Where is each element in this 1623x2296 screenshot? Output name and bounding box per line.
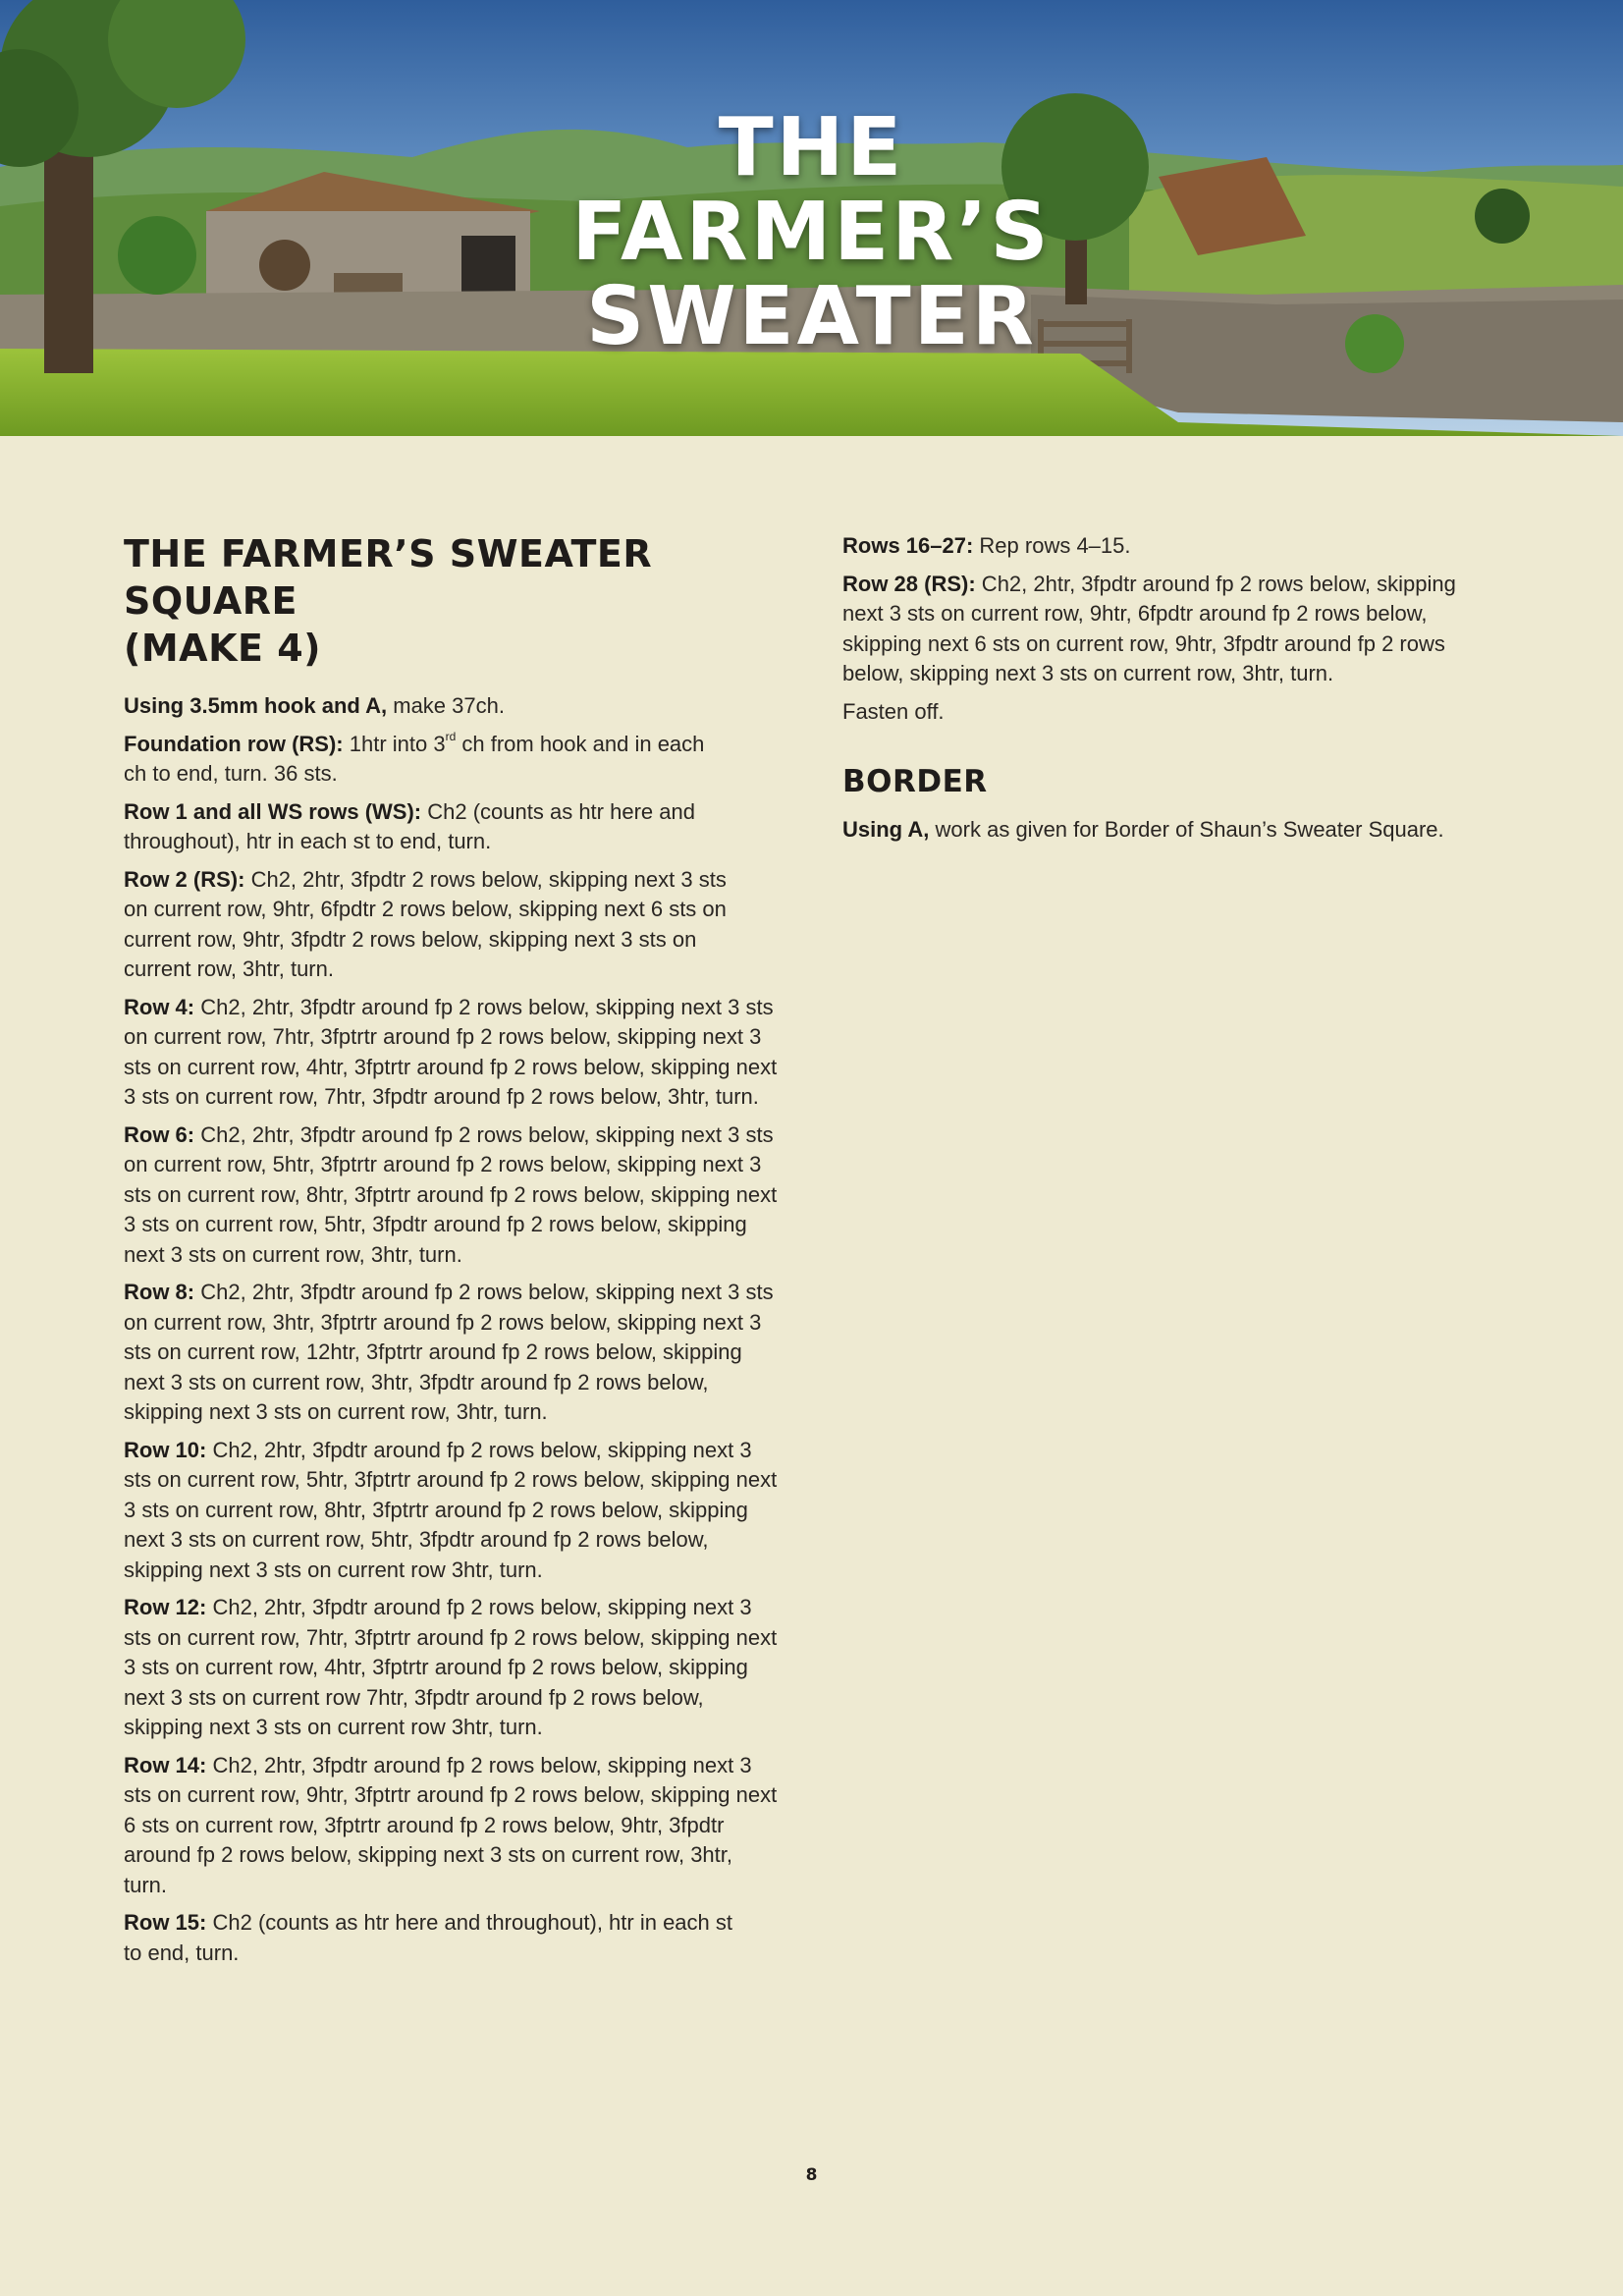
step-text: Ch2 (counts as htr here and throughout), htr in each st to end, turn. (124, 1910, 732, 1965)
step-label: Using 3.5mm hook and A, (124, 693, 388, 718)
step-label: Row 10: (124, 1437, 207, 1462)
hero-banner (0, 0, 1623, 436)
step-text: Ch2, 2htr, 3fpdtr around fp 2 rows below, skipping next 3 sts on current row, 7htr, 3fptrtr around fp 2 rows below, skipping next 3 sts on current row, 4htr, 3fptrtr around fp 2 rows below, skipping next 3 sts on current row, 7htr, 3fpdtr around fp 2 rows below, 3htr, turn. (124, 994, 778, 1109)
instruction-step (124, 730, 728, 790)
step-label: Row 14: (124, 1752, 207, 1777)
step-label: Row 6: (124, 1121, 195, 1147)
step-label: Row 1 and all WS rows (WS): (124, 798, 422, 824)
step-text: work as given for Border of Shaun’s Sweater Square. (929, 817, 1444, 842)
instruction-step (124, 1436, 782, 1586)
step-label: Row 15: (124, 1910, 207, 1935)
instruction-step (124, 797, 728, 857)
hero-title-line: SWEATER (586, 270, 1037, 363)
instruction-step (124, 993, 782, 1113)
instruction-step (124, 1121, 782, 1271)
hero-title (0, 101, 1623, 363)
step-text: Ch2, 2htr, 3fpdtr around fp 2 rows below, skipping next 3 sts on current row, 5htr, 3fptrtr around fp 2 rows below, skipping next 3 sts on current row, 8htr, 3fptrtr around fp 2 rows below, skipping next 3 sts on current row, 5htr, 3fpdtr around fp 2 rows below, skipping next 3 sts on current row 3htr, turn. (124, 1437, 778, 1582)
step-label: Row 12: (124, 1595, 207, 1619)
step-text: Rep rows 4–15. (973, 533, 1131, 558)
step-text: Ch2, 2htr, 3fpdtr 2 rows below, skipping next 3 sts on current row, 9htr, 6fpdtr 2 rows below, skipping next 6 sts on current row, 9htr, 3fpdtr 2 rows below, skipping next 3 sts on current row, 3htr, turn. (124, 866, 727, 981)
step-text: Ch2, 2htr, 3fpdtr around fp 2 rows below, skipping next 3 sts on current row, 9htr, 6fpdtr around fp 2 rows below, skipping next 6 sts on current row, 9htr, 3fpdtr around fp 2 rows below, skipping next 3 sts on current row, 3htr, turn. (842, 571, 1456, 685)
step-label: Row 4: (124, 994, 195, 1019)
border-heading: BORDER (842, 764, 988, 799)
step-text: make 37ch. (387, 693, 505, 718)
instruction-step (124, 1751, 782, 1901)
instruction-step (124, 1908, 737, 1968)
step-text: ch from hook and in each ch to end, turn. 36 sts. (124, 731, 705, 786)
hero-title-line: THE (718, 101, 905, 194)
instruction-step (842, 531, 1490, 562)
instruction-step (842, 570, 1490, 689)
instruction-step (124, 1593, 782, 1743)
step-label: Row 2 (RS): (124, 866, 245, 892)
step-label: Using A, (842, 817, 930, 842)
step-label: Rows 16–27: (842, 533, 974, 558)
instruction-step (124, 865, 752, 985)
instruction-step (842, 815, 1490, 846)
step-label: Foundation row (RS): (124, 731, 344, 756)
left-column (124, 530, 782, 1976)
step-text: Ch2, 2htr, 3fpdtr around fp 2 rows below, skipping next 3 sts on current row, 5htr, 3fptrtr around fp 2 rows below, skipping next 3 sts on current row, 8htr, 3fptrtr around fp 2 rows below, skipping next 3 sts on current row, 5htr, 3fpdtr around fp 2 rows below, skipping next 3 sts on current row, 3htr, turn. (124, 1121, 778, 1267)
section-heading (124, 530, 782, 672)
step-label: Row 8: (124, 1280, 195, 1304)
step-label: Row 28 (RS): (842, 571, 976, 596)
step-text: Ch2, 2htr, 3fpdtr around fp 2 rows below, skipping next 3 sts on current row, 3htr, 3fptrtr around fp 2 rows below, skipping next 3 sts on current row, 12htr, 3fptrtr around fp 2 rows below, skipping next 3 sts on current row, 3htr, 3fpdtr around fp 2 rows below, skipping next 3 sts on current row, 3htr, turn. (124, 1280, 774, 1424)
step-text: 1htr into 3 (343, 731, 446, 756)
superscript: rd (445, 729, 457, 743)
hero-title-line: FARMER’S (571, 186, 1052, 279)
instruction-step (124, 1278, 782, 1428)
step-text: Ch2, 2htr, 3fpdtr around fp 2 rows below, skipping next 3 sts on current row, 9htr, 3fptrtr around fp 2 rows below, skipping next 6 sts on current row, 3fptrtr around fp 2 rows below, 9htr, 3fpdtr around fp 2 rows below, skipping next 3 sts on current row, 3htr, turn. (124, 1752, 778, 1897)
instruction-step (842, 697, 1490, 728)
heading-line: THE FARMER’S SWEATER SQUARE (124, 532, 653, 623)
right-column (842, 531, 1490, 853)
step-text: Fasten off. (842, 698, 945, 724)
heading-line: (MAKE 4) (124, 627, 322, 670)
step-text: Ch2, 2htr, 3fpdtr around fp 2 rows below, skipping next 3 sts on current row, 7htr, 3fptrtr around fp 2 rows below, skipping next 3 sts on current row, 4htr, 3fptrtr around fp 2 rows below, skipping next 3 sts on current row 7htr, 3fpdtr around fp 2 rows below, skipping next 3 sts on current row 3htr, turn. (124, 1595, 778, 1739)
instruction-step (124, 691, 782, 722)
page-number: 8 (805, 2165, 818, 2185)
step-text: Ch2 (counts as htr here and throughout), htr in each st to end, turn. (124, 798, 695, 853)
